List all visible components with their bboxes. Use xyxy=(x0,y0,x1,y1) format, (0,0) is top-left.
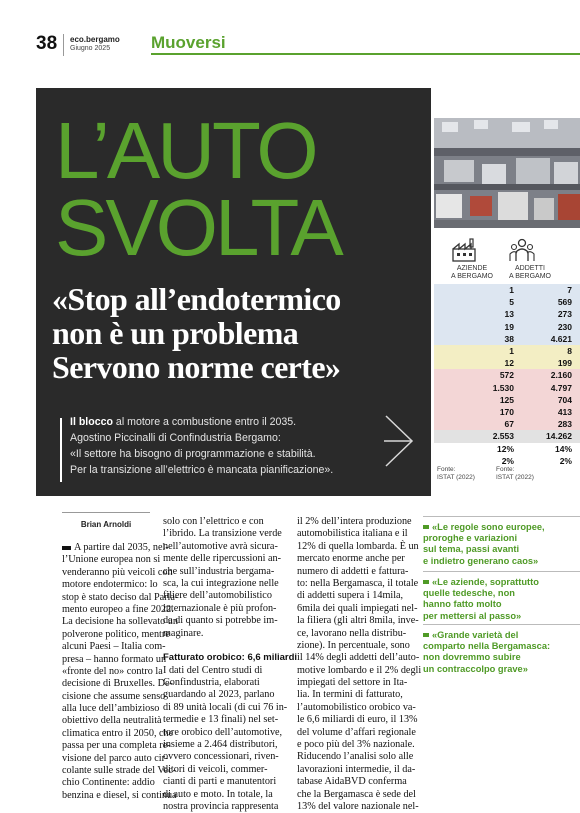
cell-aziende: 1 xyxy=(509,285,514,295)
quote-line: «Grande varietà del xyxy=(432,630,519,640)
cell-addetti: 283 xyxy=(557,419,572,430)
quote-line: «Le aziende, soprattutto xyxy=(432,577,539,587)
text-line: ditori di veicoli, commer- xyxy=(163,763,268,775)
lead-bold: Il blocco xyxy=(70,416,113,428)
text-line: nostra provincia rappresenta xyxy=(163,800,279,812)
quote-rule xyxy=(423,516,580,517)
text-line: guardando al 2023, parlano xyxy=(163,689,275,701)
text-line: di auto e moto. In totale, la xyxy=(163,788,273,800)
quote-line: un contraccolpo grave» xyxy=(423,663,528,674)
cell-addetti: 14% xyxy=(554,443,572,454)
section-title: Muoversi xyxy=(151,33,226,52)
cell-addetti: 7 xyxy=(567,285,572,295)
quote-rule xyxy=(423,624,580,625)
lead-paragraph xyxy=(60,414,374,478)
quote-line: «Le regole sono europee, xyxy=(432,522,545,532)
text-line: stop è stato deciso dal Parla- xyxy=(62,591,179,603)
text-line: la filiera (gli altri 8mila, inve- xyxy=(297,615,419,627)
cell-addetti: 230 xyxy=(557,321,572,332)
column-header-addetti: ADDETTI A BERGAMO xyxy=(508,265,551,280)
text-line: passa per una completa re- xyxy=(62,740,171,752)
text-line: Confindustria, elaborati xyxy=(163,677,260,689)
cell-aziende: 38 xyxy=(504,333,514,344)
text-line: automobilistica italiana e il xyxy=(297,528,408,540)
text-line: l’Unione europea non si xyxy=(62,554,161,566)
text-line: mento europeo a fine 2022. xyxy=(62,603,174,615)
text-line: «fronte del no» contro la xyxy=(62,665,163,677)
text-line: colante sulle strade del Vec- xyxy=(62,765,177,777)
article-column-2 xyxy=(163,516,298,813)
text-line: che la Bergamasca è sede del xyxy=(297,788,416,800)
cell-addetti: 413 xyxy=(557,407,572,417)
cell-addetti: 199 xyxy=(557,358,572,369)
text-line: e poco più del 3% nazionale. xyxy=(297,739,415,751)
pull-quote xyxy=(423,577,539,622)
quote-line: per mettersi al passo» xyxy=(423,610,522,621)
text-line: da di quanto si potrebbe im- xyxy=(163,615,278,627)
cell-aziende: 19 xyxy=(504,321,514,332)
cell-aziende: 12% xyxy=(496,443,514,454)
text-line: Riducendo l’analisi solo alle xyxy=(297,751,414,763)
source-note: Fonte: ISTAT (2022) xyxy=(437,466,475,481)
factory-photo xyxy=(434,118,580,228)
text-line: ovvero concessionari, riven- xyxy=(163,751,279,763)
factory-image-icon xyxy=(434,118,580,228)
cell-aziende: 1 xyxy=(509,346,514,356)
headline-line: «Stop all’endotermico xyxy=(52,281,341,317)
kicker-line-2: SVOLTA xyxy=(55,183,341,272)
quote-line: hanno fatto molto xyxy=(423,599,502,610)
table-row xyxy=(434,284,580,297)
factory-icon xyxy=(451,237,477,263)
lead-text: Agostino Piccinalli di Confindustria Bergamo: xyxy=(70,432,281,444)
text-line: lia. In termini di fatturato, xyxy=(297,689,403,701)
cell-addetti: 14.262 xyxy=(546,431,572,442)
text-line: presa – hanno formato un xyxy=(62,653,167,665)
source-note: Fonte: ISTAT (2022) xyxy=(496,466,534,481)
text-line: alcuni Paesi – Italia com- xyxy=(62,641,166,653)
text-line: zione). In percentuale, sono xyxy=(297,639,410,651)
text-line: visione del parco auto cir- xyxy=(62,752,169,764)
text-line: il 14% degli addetti dell’auto- xyxy=(297,652,420,664)
text-line: termedie e 13 finali) nel set- xyxy=(163,714,279,726)
cell-addetti: 2% xyxy=(559,455,572,466)
cell-aziende: 2.553 xyxy=(492,431,514,442)
text-line: to: nella Bergamasca, il totale xyxy=(297,577,419,589)
text-line: impiegati del settore in Ita- xyxy=(297,677,408,689)
quote-line: sul tema, passi avanti xyxy=(423,544,520,555)
table-row xyxy=(434,430,580,443)
headline-line: non è un problema xyxy=(52,315,299,351)
text-line: chio Continente: addio xyxy=(62,777,155,789)
text-line: che sull’industria bergama- xyxy=(163,565,275,577)
cell-addetti: 569 xyxy=(557,297,572,308)
text-line: decisione di Bruxelles. De- xyxy=(62,678,173,690)
cell-addetti: 273 xyxy=(557,309,572,320)
headline xyxy=(52,282,430,384)
text-line: I dati del Centro studi di xyxy=(163,664,263,676)
text-line: le 6,6 miliardi di euro, il 13% xyxy=(297,714,418,726)
cell-aziende: 13 xyxy=(504,309,514,320)
table-row xyxy=(434,308,580,321)
quote-line: quelle tedesche, non xyxy=(423,588,515,599)
text-line: internazionale è più profon- xyxy=(163,602,277,614)
table-row xyxy=(434,382,580,395)
text-line: ce, lavorano nella distribu- xyxy=(297,627,407,639)
text-line: il 2% dell’intera produzione xyxy=(297,516,412,527)
text-line: di 89 unità locali (di cui 76 in- xyxy=(163,701,288,713)
lead-text: Per la transizione all’elettrico è mancata pianificazione». xyxy=(70,464,334,476)
text-line: tore orobico dell’automotive, xyxy=(163,726,283,738)
kicker-line-1: L’AUTO xyxy=(55,106,316,195)
quote-rule xyxy=(423,571,580,572)
text-line: cianti di parti e manutentori xyxy=(163,776,277,788)
text-line: motive lombardo e il 2% degli xyxy=(297,664,422,676)
article-column-1 xyxy=(62,542,179,802)
table-row xyxy=(434,369,580,382)
arrow-right-icon xyxy=(384,414,416,468)
page-number: 38 xyxy=(36,33,58,54)
text-line: polverone politico, mentre xyxy=(62,628,170,640)
text-line: La decisione ha sollevato un xyxy=(62,616,178,628)
quote-line: e indietro generano caos» xyxy=(423,555,539,566)
cell-aziende: 125 xyxy=(499,394,514,405)
paragraph-marker xyxy=(62,546,71,550)
text-line: l’ibrido. La transizione verde xyxy=(163,528,282,540)
cell-aziende: 170 xyxy=(499,407,514,417)
headline-line: Servono norme certe» xyxy=(52,349,341,385)
header-divider xyxy=(63,34,64,56)
table-row xyxy=(434,443,580,456)
pull-quote xyxy=(423,522,545,567)
publication-date: Giugno 2025 xyxy=(70,45,111,52)
table-row xyxy=(434,357,580,370)
article-column-3 xyxy=(297,516,422,813)
text-line: maginare. xyxy=(163,627,204,639)
cell-addetti: 4.621 xyxy=(550,333,572,344)
text-line: insieme a 2.464 distributori, xyxy=(163,739,278,751)
text-line: del volume d’affari regionale xyxy=(297,726,416,738)
text-line: 6mila dei quali impiegati nel- xyxy=(297,602,418,614)
text-line: alla luce dell’ambizioso xyxy=(62,703,160,715)
quote-line: non dovremmo subire xyxy=(423,652,521,663)
text-line: A partire dal 2035, nel- xyxy=(62,542,156,554)
text-line: climatica entro il 2050, che xyxy=(62,727,174,739)
table-row xyxy=(434,394,580,407)
table-row xyxy=(434,296,580,309)
workers-icon xyxy=(509,237,535,263)
table-row xyxy=(434,345,580,358)
table-row xyxy=(434,406,580,419)
text-line: sca, la cui integrazione nelle xyxy=(163,577,279,589)
text-line: mercato enorme anche per xyxy=(297,553,405,565)
column-header-aziende: AZIENDE A BERGAMO xyxy=(450,265,493,280)
text-line: obiettivo della neutralità xyxy=(62,715,162,727)
text-line: l’automobilistico orobico va- xyxy=(297,701,416,713)
lead-text: «Il settore ha bisogno di programmazione e stabilità. xyxy=(70,448,316,460)
text-line: di addetti supera i 14mila, xyxy=(297,590,404,602)
quote-line: comparto nella Bergamasca: xyxy=(423,641,551,652)
table-row xyxy=(434,333,580,346)
text-line: benzina e diesel, si continua xyxy=(62,789,177,801)
byline: Brian Arnoldi xyxy=(80,520,132,529)
text-line: solo con l’elettrico e con xyxy=(163,516,264,527)
cell-aziende: 5 xyxy=(509,297,514,308)
spacer xyxy=(163,640,288,652)
cell-addetti: 704 xyxy=(557,394,572,405)
cell-aziende: 572 xyxy=(499,370,514,381)
cell-addetti: 8 xyxy=(567,346,572,356)
cell-aziende: 1.530 xyxy=(492,382,514,393)
pull-quote xyxy=(423,630,550,675)
text-line: nell’automotive avrà sicura- xyxy=(163,540,278,552)
publication-name: eco.bergamo xyxy=(70,35,120,44)
text-line: motore endotermico: lo xyxy=(62,579,158,591)
cell-addetti: 4.797 xyxy=(550,382,572,393)
text-line: mente delle ripercussioni an- xyxy=(163,553,281,565)
section-rule xyxy=(151,53,580,55)
page-header xyxy=(0,0,580,62)
cell-aziende: 2% xyxy=(501,455,514,466)
table-row xyxy=(434,321,580,334)
text-line: filiere dell’automobilistico xyxy=(163,590,272,602)
cell-aziende: 67 xyxy=(504,419,514,430)
text-line: venderanno più veicoli con xyxy=(62,566,173,578)
byline-rule xyxy=(62,512,150,513)
cell-aziende: 12 xyxy=(504,358,514,369)
lead-text: al motore a combustione entro il 2035. xyxy=(112,416,297,428)
text-line: cisione che assume senso xyxy=(62,690,166,702)
cell-addetti: 2.160 xyxy=(550,370,572,381)
subheading: Fatturato orobico: 6,6 miliardi xyxy=(163,652,298,664)
quote-line: proroghe e variazioni xyxy=(423,533,518,544)
text-line: 13% del valore nazionale nel- xyxy=(297,800,419,812)
text-line: tabase AidaBVD conferma xyxy=(297,776,407,788)
text-line: 12% di quella lombarda. È un xyxy=(297,540,419,552)
table-row xyxy=(434,418,580,431)
text-line: lavorazioni intermedie, il da- xyxy=(297,763,416,775)
text-line: numero di addetti e fattura- xyxy=(297,565,409,577)
